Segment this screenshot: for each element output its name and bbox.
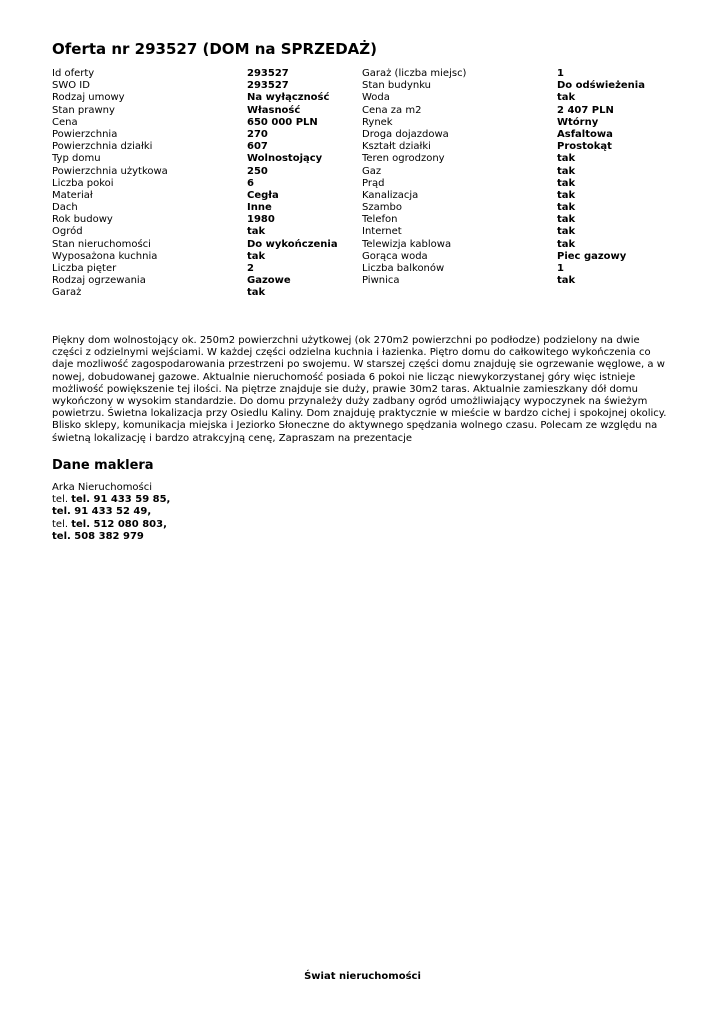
detail-label: Id oferty (52, 68, 95, 79)
detail-row (52, 239, 352, 251)
detail-row (52, 263, 352, 275)
detail-value: Piec gazowy (557, 250, 627, 262)
detail-value: Wolnostojący (247, 153, 323, 165)
detail-value: Asfaltowa (557, 128, 613, 140)
detail-row (362, 226, 672, 238)
detail-row (52, 287, 352, 299)
detail-label: Teren ogrodzony (362, 153, 445, 165)
detail-label: Telefon (362, 214, 398, 226)
detail-value: 2 (247, 263, 254, 274)
detail-row (362, 202, 672, 214)
agent-info (52, 482, 170, 543)
detail-label: Gorąca woda (362, 250, 428, 262)
detail-label: Rodzaj ogrzewania (52, 275, 146, 287)
detail-row (362, 275, 672, 287)
detail-label: Materiał (52, 189, 93, 201)
detail-row (362, 239, 672, 251)
detail-row (362, 117, 672, 129)
detail-value: 293527 (247, 68, 289, 79)
detail-row (362, 68, 672, 80)
detail-value: 250 (247, 165, 268, 177)
detail-value: tak (247, 287, 266, 299)
detail-label: Liczba balkonów (362, 263, 445, 274)
detail-label: Garaż (liczba miejsc) (362, 68, 467, 79)
detail-value: tak (557, 153, 576, 165)
detail-label: Wyposażona kuchnia (52, 250, 158, 262)
detail-value: tak (557, 214, 576, 226)
detail-value: tak (557, 238, 576, 250)
detail-label: Gaz (362, 165, 382, 177)
detail-value: Do wykończenia (247, 238, 338, 250)
detail-row (362, 214, 672, 226)
detail-row (362, 129, 672, 141)
detail-label: Rynek (362, 116, 393, 128)
detail-label: Prąd (362, 177, 385, 189)
tel-prefix: tel. (52, 494, 69, 506)
detail-label: Stan budynku (362, 80, 432, 92)
detail-label: Kształt działki (362, 141, 431, 153)
detail-label: Liczba pięter (52, 263, 117, 274)
detail-row (52, 178, 352, 190)
detail-row (362, 190, 672, 202)
detail-value: 270 (247, 128, 268, 140)
detail-label: Cena (52, 116, 78, 128)
detail-row (362, 92, 672, 104)
details-right-column (362, 68, 672, 287)
detail-row (362, 105, 672, 117)
detail-value: tak (557, 165, 576, 177)
page-title: Oferta nr 293527 (DOM na SPRZEDAŻ) (52, 40, 377, 58)
detail-row (52, 190, 352, 202)
detail-value: tak (557, 275, 576, 287)
detail-value: Prostokąt (557, 141, 612, 153)
detail-value: Cegła (247, 189, 279, 201)
detail-value: tak (557, 189, 576, 201)
tel-prefix: tel. (52, 518, 69, 530)
details-left-column (52, 68, 352, 300)
detail-row (52, 129, 352, 141)
agent-phone-1 (52, 494, 170, 506)
detail-label: Liczba pokoi (52, 177, 114, 189)
detail-row (362, 80, 672, 92)
detail-row (52, 202, 352, 214)
detail-row (362, 141, 672, 153)
detail-label: Kanalizacja (362, 189, 419, 201)
detail-value: 6 (247, 177, 254, 189)
detail-label: Typ domu (52, 153, 101, 165)
detail-row (52, 214, 352, 226)
detail-row (362, 166, 672, 178)
detail-label: Droga dojazdowa (362, 128, 449, 140)
detail-label: Internet (362, 226, 402, 238)
detail-value: Na wyłączność (247, 92, 330, 104)
detail-row (362, 178, 672, 190)
detail-row (362, 153, 672, 165)
detail-value: Inne (247, 202, 272, 214)
detail-label: Rok budowy (52, 214, 113, 226)
detail-value: tak (557, 92, 576, 104)
detail-value: Do odświeżenia (557, 80, 645, 92)
detail-row (52, 68, 352, 80)
footer-brand: Świat nieruchomości (304, 971, 421, 982)
detail-row (52, 251, 352, 263)
detail-value: tak (247, 226, 266, 238)
detail-value: tak (557, 177, 576, 189)
detail-row (52, 153, 352, 165)
detail-value: tak (557, 202, 576, 214)
detail-row (362, 251, 672, 263)
detail-label: SWO ID (52, 80, 90, 92)
detail-row (52, 226, 352, 238)
detail-label: Szambo (362, 202, 402, 214)
detail-value: 293527 (247, 80, 289, 92)
phone-number: tel. 512 080 803, (71, 518, 167, 530)
detail-value: tak (557, 226, 576, 238)
detail-label: Cena za m2 (362, 104, 422, 116)
agent-name: Arka Nieruchomości (52, 482, 153, 493)
detail-value: 1980 (247, 214, 275, 226)
detail-row (52, 92, 352, 104)
detail-label: Stan nieruchomości (52, 238, 151, 250)
detail-value: 650 000 PLN (247, 116, 318, 128)
detail-row (52, 166, 352, 178)
detail-row (52, 117, 352, 129)
detail-label: Garaż (52, 287, 82, 299)
detail-row (52, 105, 352, 117)
offer-page (52, 38, 672, 542)
detail-value: 607 (247, 141, 268, 153)
detail-label: Telewizja kablowa (362, 238, 452, 250)
detail-value: tak (247, 250, 266, 262)
detail-value: 2 407 PLN (557, 104, 614, 116)
detail-value: 1 (557, 263, 564, 274)
phone-number: tel. 91 433 59 85, (71, 494, 171, 506)
detail-label: Stan prawny (52, 104, 115, 116)
detail-row (52, 275, 352, 287)
agent-phone-4: tel. 508 382 979 (52, 530, 144, 542)
detail-label: Powierzchnia działki (52, 141, 153, 153)
agent-phone-2: tel. 91 433 52 49, (52, 506, 152, 518)
detail-value: Gazowe (247, 275, 291, 287)
detail-row (362, 263, 672, 275)
detail-value: Wtórny (557, 116, 599, 128)
detail-label: Ogród (52, 226, 83, 238)
detail-label: Woda (362, 92, 390, 104)
detail-label: Rodzaj umowy (52, 92, 125, 104)
offer-description: Piękny dom wolnostojący ok. 250m2 powierzchni użytkowej (ok 270m2 powierzchni po podłodze) podzielony na dwie części z odzielnymi wejściami. W każdej części odzielna kuchnia i łazienka. Piętro domu do całkowitego wykończenia co daje mozliwość zagospodarowania przestrzeni po swojemu. W starszej części domu znajduję sie ogrzewanie węglowe, a w nowej, dobudowanej gazowe. Aktualnie nieruchomość posiada 6 pokoi nie licząc niewykorzystanej góry więc istnieje możliwość powiększenie tej ilości. Na piętrze znajduje sie duży, prawie 30m2 taras. Aktualnie zamieszkany dół domu wykończony w wysokim standardzie. Do domu przynależy duży zadbany ogród umożliwiający wypoczynek na świeżym powietrzu. Świetna lokalizacja przy Osiedlu Kaliny. Dom znajduję praktycznie w mieście w bardzo cichej i spokojnej okolicy. Blisko sklepy, komunikacja miejska i Jeziorko Słoneczne do aktywnego spędzania wolnego czasu. Polecam ze względu na świetną lokalizację i bardzo atrakcyjną cenę, Zapraszam na prezentacje (52, 335, 667, 444)
detail-label: Piwnica (362, 275, 400, 287)
detail-row (52, 141, 352, 153)
detail-label: Dach (52, 202, 78, 214)
detail-label: Powierzchnia (52, 128, 118, 140)
agent-heading: Dane maklera (52, 458, 154, 473)
detail-label: Powierzchnia użytkowa (52, 165, 168, 177)
detail-row (52, 80, 352, 92)
detail-value: 1 (557, 68, 564, 79)
agent-phone-3 (52, 519, 170, 531)
detail-value: Własność (247, 104, 301, 116)
